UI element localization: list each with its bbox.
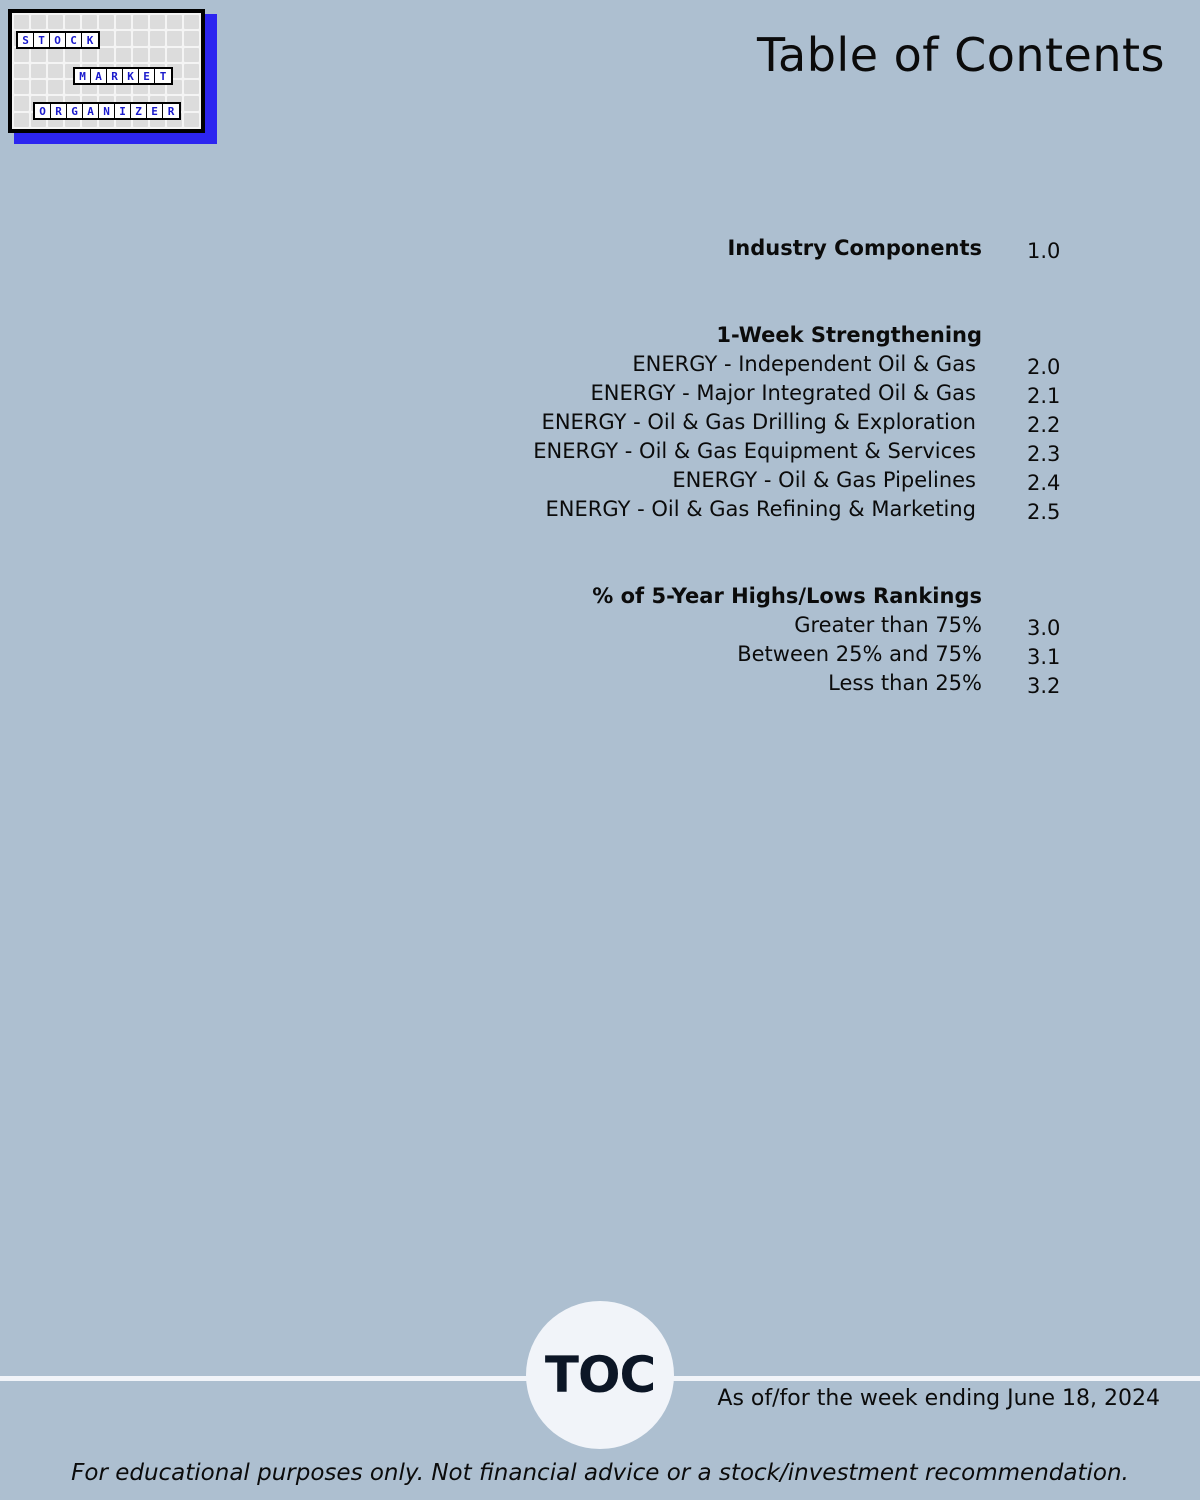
section-heading-5-year-highs-lows[interactable]: % of 5-Year Highs/Lows Rankings xyxy=(592,584,982,608)
page-title: Table of Contents xyxy=(757,28,1165,82)
toc-entry-number: 2.3 xyxy=(1027,442,1061,466)
toc-entry-number: 2.1 xyxy=(1027,384,1061,408)
stock-market-organizer-logo xyxy=(8,9,205,133)
toc-entry-number: 2.0 xyxy=(1027,355,1061,379)
toc-entry-label[interactable]: ENERGY - Oil & Gas Pipelines xyxy=(672,468,976,492)
toc-entry-label[interactable]: ENERGY - Independent Oil & Gas xyxy=(632,352,976,376)
toc-entry-label[interactable]: Less than 25% xyxy=(828,671,982,695)
toc-entry-number: 3.1 xyxy=(1027,645,1061,669)
toc-entry-label[interactable]: Between 25% and 75% xyxy=(737,642,982,666)
toc-entry-number: 2.4 xyxy=(1027,471,1061,495)
section-number-industry-components: 1.0 xyxy=(1027,239,1061,263)
toc-badge-label: TOC xyxy=(544,1346,656,1404)
toc-entry-label[interactable]: ENERGY - Major Integrated Oil & Gas xyxy=(590,381,976,405)
as-of-date: As of/for the week ending June 18, 2024 xyxy=(717,1386,1160,1411)
toc-entry-label[interactable]: Greater than 75% xyxy=(794,613,982,637)
logo-word-organizer: O R G A N I Z E R xyxy=(33,102,181,120)
toc-entry-number: 2.2 xyxy=(1027,413,1061,437)
toc-entry-label[interactable]: ENERGY - Oil & Gas Equipment & Services xyxy=(533,439,976,463)
toc-entry-number: 3.0 xyxy=(1027,616,1061,640)
toc-entry-label[interactable]: ENERGY - Oil & Gas Drilling & Exploration xyxy=(541,410,976,434)
toc-badge xyxy=(526,1301,674,1449)
section-heading-1-week-strengthening[interactable]: 1-Week Strengthening xyxy=(716,323,982,347)
toc-entry-number: 2.5 xyxy=(1027,500,1061,524)
disclaimer: For educational purposes only. Not financial advice or a stock/investment recommendation. xyxy=(71,1460,1129,1486)
logo-word-market: M A R K E T xyxy=(73,67,173,85)
section-heading-industry-components[interactable]: Industry Components xyxy=(727,236,982,260)
toc-entry-label[interactable]: ENERGY - Oil & Gas Refining & Marketing xyxy=(545,497,976,521)
toc-entry-number: 3.2 xyxy=(1027,674,1061,698)
logo-word-stock: S T O C K xyxy=(16,31,100,49)
